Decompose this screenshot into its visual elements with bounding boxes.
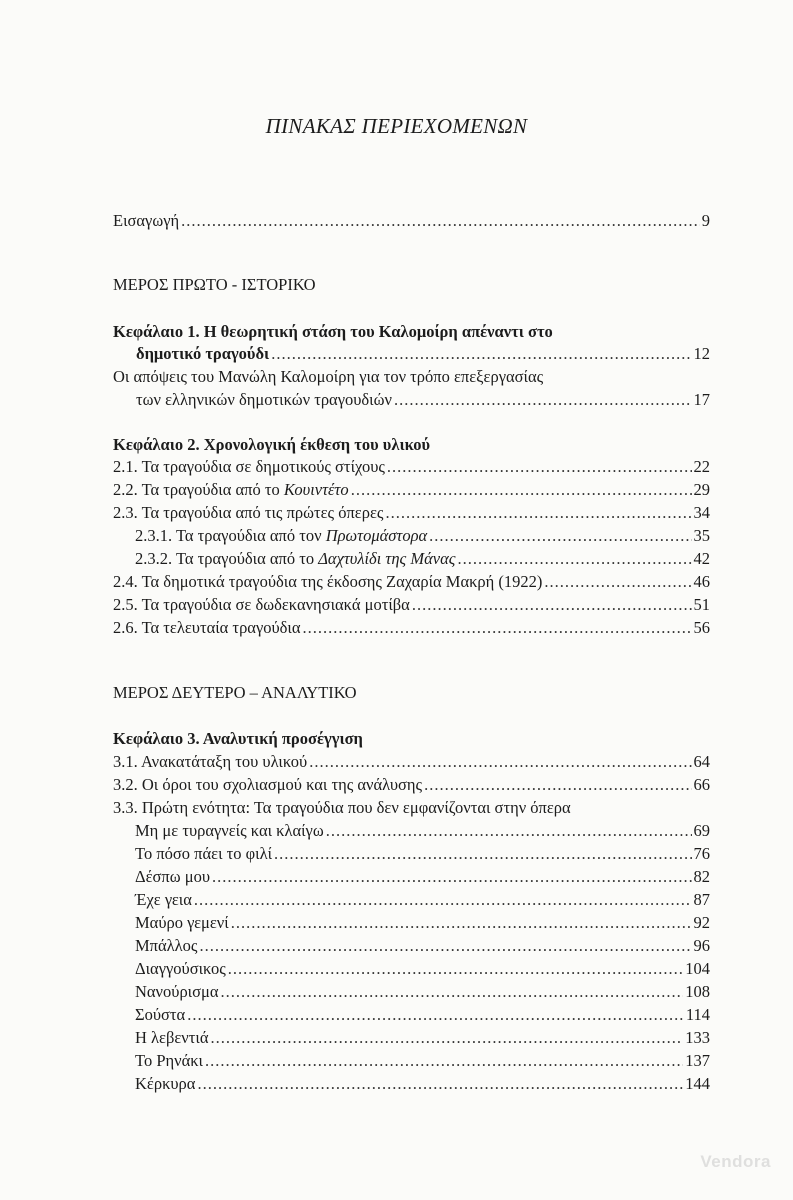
vendora-watermark: Vendora — [700, 1152, 771, 1171]
toc-entry-song — [135, 889, 710, 911]
toc-entry-2-6 — [113, 617, 710, 639]
toc-page-number: 42 — [693, 549, 710, 568]
toc-page-number: 9 — [701, 211, 710, 230]
toc-entry-label: Το Ρηνάκι — [135, 1051, 203, 1070]
dot-leader — [303, 617, 692, 639]
toc-entry-label: Μαύρο γεμενί — [135, 913, 229, 932]
toc-page-number: 133 — [685, 1028, 710, 1047]
dot-leader — [412, 594, 692, 616]
toc-page-number: 56 — [693, 618, 710, 637]
dot-leader — [231, 912, 692, 934]
dot-leader — [326, 820, 692, 842]
toc-entry-label: 2.5. Τα τραγούδια σε δωδεκανησιακά μοτίβα — [113, 595, 410, 614]
dot-leader — [205, 1050, 683, 1072]
dot-leader — [221, 981, 684, 1003]
toc-entry-song — [135, 820, 710, 842]
toc-page-number: 12 — [693, 344, 710, 363]
toc-entry-3-3: 3.3. Πρώτη ενότητα: Τα τραγούδια που δεν εμφανίζονται στην όπερα — [113, 798, 571, 817]
toc-entry-label: Δέσπω μου — [135, 867, 211, 886]
chapter-1-heading-continued — [136, 343, 710, 365]
toc-page-number: 69 — [693, 821, 710, 840]
dot-leader — [197, 1073, 683, 1095]
toc-entry-2-3-1 — [135, 525, 710, 547]
toc-entry-label: Η λεβεντιά — [135, 1028, 209, 1047]
dot-leader — [274, 843, 691, 865]
dot-leader — [212, 866, 691, 888]
chapter-3-heading: Κεφάλαιο 3. Αναλυτική προσέγγιση — [113, 729, 363, 748]
toc-page-number: 108 — [685, 982, 710, 1001]
toc-entry-song — [135, 1004, 710, 1026]
part-two-heading: ΜΕΡΟΣ ΔΕΥΤΕΡΟ – ΑΝΑΛΥΤΙΚΟ — [113, 683, 357, 702]
dot-leader — [187, 1004, 684, 1026]
dot-leader — [385, 502, 691, 524]
page-title: ΠΙΝΑΚΑΣ ΠΕΡΙΕΧΟΜΕΝΩΝ — [265, 114, 528, 138]
toc-entry-label: Το πόσο πάει το φιλί — [135, 844, 273, 863]
toc-page-number: 46 — [693, 572, 710, 591]
toc-entry-label: 2.4. Τα δημοτικά τραγούδια της έκδοσης Ζαχαρία Μακρή (1922) — [113, 572, 543, 591]
toc-entry-song — [135, 1073, 710, 1095]
part-one-heading: ΜΕΡΟΣ ΠΡΩΤΟ - ΙΣΤΟΡΙΚΟ — [113, 275, 316, 294]
toc-page-number: 64 — [693, 752, 710, 771]
toc-entry-label: Μη με τυραγνείς και κλαίγω — [135, 821, 324, 840]
toc-entry-label: 2.3.2. Τα τραγούδια από το Δαχτυλίδι της Μάνας — [135, 549, 456, 568]
toc-page-number: 137 — [685, 1051, 710, 1070]
toc-entry-introduction — [113, 210, 710, 232]
toc-entry-label: 3.1. Ανακατάταξη του υλικού — [113, 752, 308, 771]
toc-entry-3-1 — [113, 751, 710, 773]
toc-page-number: 144 — [685, 1074, 710, 1093]
toc-page-number: 29 — [693, 480, 710, 499]
toc-entry-2-2 — [113, 479, 710, 501]
chapter-2-heading: Κεφάλαιο 2. Χρονολογική έκθεση του υλικού — [113, 435, 431, 454]
dot-leader — [309, 751, 691, 773]
toc-entry-label: 2.3.1. Τα τραγούδια από τον Πρωτομάστορα — [135, 526, 428, 545]
toc-entry-label: δημοτικό τραγούδι — [136, 344, 270, 363]
dot-leader — [544, 571, 691, 593]
toc-page-number: 22 — [693, 457, 710, 476]
dot-leader — [181, 210, 700, 232]
toc-page-number: 34 — [693, 503, 710, 522]
dot-leader — [351, 479, 692, 501]
toc-page-number: 17 — [693, 390, 710, 409]
toc-entry-label: των ελληνικών δημοτικών τραγουδιών — [136, 390, 392, 409]
toc-entry-kalomiris-views-continued — [136, 389, 710, 411]
toc-entry-label: Σούστα — [135, 1005, 186, 1024]
toc-entry-label: Διαγγούσικος — [135, 959, 226, 978]
toc-page-number: 76 — [693, 844, 710, 863]
toc-entry-label: 2.1. Τα τραγούδια σε δημοτικούς στίχους — [113, 457, 385, 476]
toc-page-number: 87 — [693, 890, 710, 909]
dot-leader — [424, 774, 691, 796]
toc-entry-song — [135, 958, 710, 980]
dot-leader — [387, 456, 692, 478]
dot-leader — [194, 889, 692, 911]
toc-entry-song — [135, 912, 710, 934]
toc-page-number: 104 — [685, 959, 710, 978]
toc-entry-song — [135, 843, 710, 865]
dot-leader — [210, 1027, 683, 1049]
toc-page-number: 114 — [685, 1005, 710, 1024]
dot-leader — [457, 548, 691, 570]
toc-entry-label: Μπάλλος — [135, 936, 198, 955]
toc-entry-label: Έχε γεια — [135, 890, 192, 909]
dot-leader — [228, 958, 683, 980]
toc-entry-label: Κέρκυρα — [135, 1074, 196, 1093]
toc-entry-song — [135, 866, 710, 888]
toc-page-number: 66 — [693, 775, 710, 794]
toc-page-number: 51 — [693, 595, 710, 614]
toc-entry-label: Νανούρισμα — [135, 982, 219, 1001]
toc-entry-3-2 — [113, 774, 710, 796]
toc-entry-label: 2.3. Τα τραγούδια από τις πρώτες όπερες — [113, 503, 384, 522]
toc-entry-2-1 — [113, 456, 710, 478]
chapter-1-heading: Κεφάλαιο 1. Η θεωρητική στάση του Καλομοίρη απέναντι στο — [113, 322, 553, 341]
toc-entry-2-3 — [113, 502, 710, 524]
toc-entry-label: Εισαγωγή — [113, 211, 180, 230]
toc-page-number: 35 — [693, 526, 710, 545]
dot-leader — [394, 389, 692, 411]
toc-entry-2-4 — [113, 571, 710, 593]
toc-entry-song — [135, 1050, 710, 1072]
toc-page-number: 96 — [693, 936, 710, 955]
dot-leader — [199, 935, 691, 957]
toc-entry-song — [135, 981, 710, 1003]
toc-page-number: 82 — [693, 867, 710, 886]
toc-entry-label: 2.2. Τα τραγούδια από το Κουιντέτο — [113, 480, 349, 499]
toc-entry-song — [135, 935, 710, 957]
toc-entry-2-5 — [113, 594, 710, 616]
toc-entry-kalomiris-views: Οι απόψεις του Μανώλη Καλομοίρη για τον τρόπο επεξεργασίας — [113, 367, 544, 386]
toc-page-number: 92 — [693, 913, 710, 932]
dot-leader — [271, 343, 691, 365]
toc-entry-label: 2.6. Τα τελευταία τραγούδια — [113, 618, 301, 637]
dot-leader — [429, 525, 691, 547]
toc-entry-song — [135, 1027, 710, 1049]
toc-entry-2-3-2 — [135, 548, 710, 570]
toc-entry-label: 3.2. Οι όροι του σχολιασμού και της ανάλυσης — [113, 775, 423, 794]
